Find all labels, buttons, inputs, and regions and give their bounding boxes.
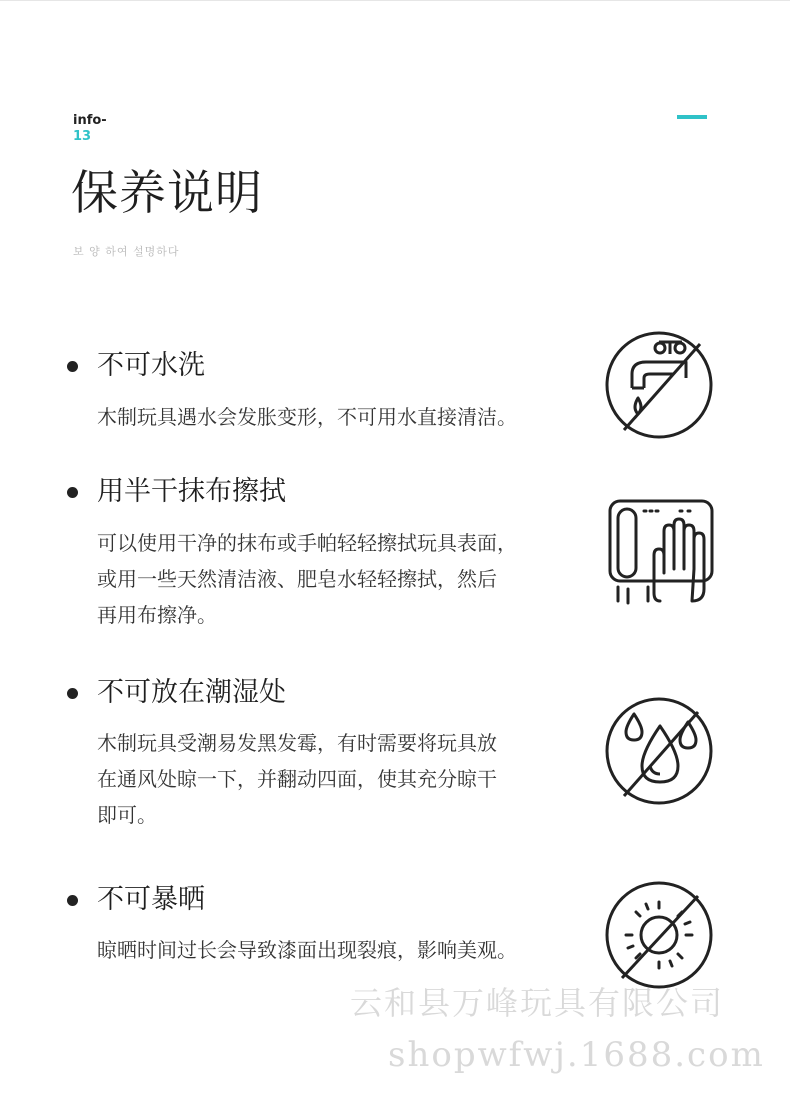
hand-wipe-icon xyxy=(604,497,714,607)
bullet-dot xyxy=(67,895,78,906)
no-sun-icon xyxy=(604,880,714,990)
info-label xyxy=(73,113,107,145)
section-title: 用半干抹布擦拭 xyxy=(97,476,286,507)
section-text-line: 木制玩具受潮易发黑发霉，有时需要将玩具放 xyxy=(97,731,497,755)
bullet-dot xyxy=(67,688,78,699)
section-text-line: 再用布擦净。 xyxy=(97,603,217,627)
info-text: info- xyxy=(73,113,107,128)
section-text-line: 即可。 xyxy=(97,803,157,827)
watermark-url: shopwfwj.1688.com xyxy=(388,1035,765,1075)
no-moisture-icon xyxy=(604,696,714,806)
section-text-line: 在通风处晾一下，并翻动四面，使其充分晾干 xyxy=(97,767,497,791)
page-subtitle: 보 양 하여 설명하다 xyxy=(73,245,180,258)
page-title: 保养说明 xyxy=(71,166,263,221)
section-text xyxy=(97,725,577,833)
section-text xyxy=(97,525,577,633)
info-number: 13 xyxy=(73,129,92,144)
section-title: 不可暴晒 xyxy=(97,884,205,915)
section-text-line: 或用一些天然清洁液、肥皂水轻轻擦拭，然后 xyxy=(97,567,497,591)
bullet-dot xyxy=(67,487,78,498)
accent-bar xyxy=(677,115,707,119)
section-text xyxy=(97,399,577,435)
section-text xyxy=(97,932,577,968)
no-washing-faucet-icon xyxy=(604,330,714,440)
section-title: 不可放在潮湿处 xyxy=(97,677,286,708)
section-text-line: 木制玩具遇水会发胀变形，不可用水直接清洁。 xyxy=(97,405,517,429)
section-text-line: 可以使用干净的抹布或手帕轻轻擦拭玩具表面， xyxy=(97,531,517,555)
watermark-company: 云和县万峰玩具有限公司 xyxy=(350,984,725,1022)
top-divider xyxy=(0,0,790,1)
bullet-dot xyxy=(67,361,78,372)
section-text-line: 晾晒时间过长会导致漆面出现裂痕，影响美观。 xyxy=(97,938,517,962)
section-title: 不可水洗 xyxy=(97,350,205,381)
